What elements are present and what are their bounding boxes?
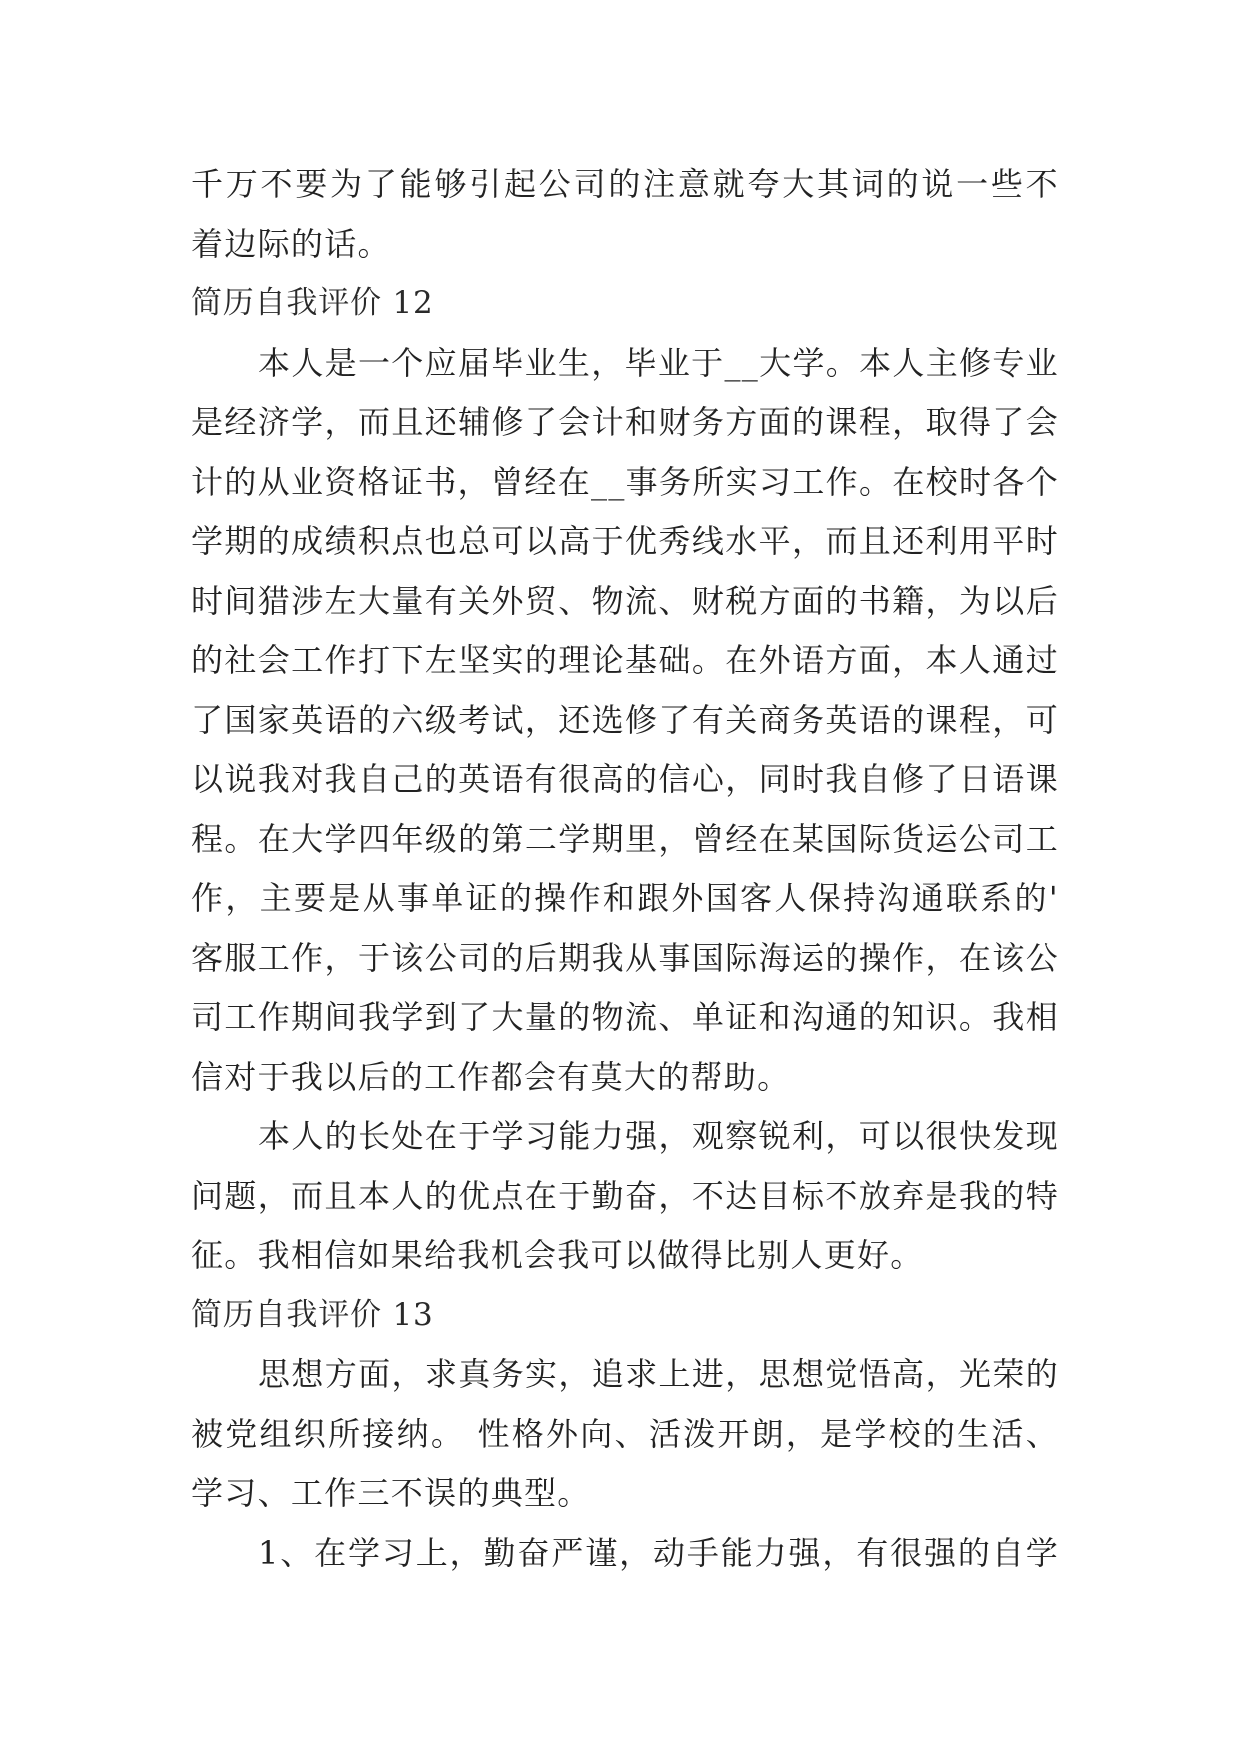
text-line: 是经济学，而且还辅修了会计和财务方面的课程，取得了会 [191,403,1059,441]
text-line: 本人是一个应届毕业生，毕业于__大学。本人主修专业 [258,343,1059,382]
text-line: 着边际的话。 [191,224,391,263]
text-line: 计的从业资格证书，曾经在__事务所实习工作。在校时各个 [191,462,1059,501]
text-line: 问题，而且本人的优点在于勤奋，不达目标不放弃是我的特 [191,1176,1059,1215]
paragraph [191,1345,1059,1524]
text-line: 学期的成绩积点也总可以高于优秀线水平，而且还利用平时 [191,522,1059,560]
section-heading: 简历自我评价 13 [191,1296,434,1333]
paragraph [191,1107,1059,1286]
text-line: 作，主要是从事单证的操作和跟外国客人保持沟通联系的' [191,879,1059,917]
text-line: 时间猎涉左大量有关外贸、物流、财税方面的书籍，为以后 [191,581,1059,620]
paragraph [191,155,1059,274]
text-line: 以说我对我自己的英语有很高的信心，同时我自修了日语课 [191,760,1059,798]
text-line: 思想方面，求真务实，追求上进，思想觉悟高，光荣的 [258,1355,1059,1393]
text-line: 征。我相信如果给我机会我可以做得比别人更好。 [191,1236,924,1274]
text-line: 本人的长处在于学习能力强，观察锐利，可以很快发现 [258,1117,1059,1155]
paragraph [191,1524,1059,1584]
document-body [191,155,1059,1583]
text-line: 信对于我以后的工作都会有莫大的帮助。 [191,1057,791,1096]
text-line: 了国家英语的六级考试，还选修了有关商务英语的课程，可 [191,700,1059,739]
text-line: 司工作期间我学到了大量的物流、单证和沟通的知识。我相 [191,998,1059,1036]
text-line: 的社会工作打下左坚实的理论基础。在外语方面，本人通过 [191,641,1059,679]
section-heading: 简历自我评价 12 [191,285,434,321]
text-line: 学习、工作三不误的典型。 [191,1474,591,1512]
text-line: 程。在大学四年级的第二学期里，曾经在某国际货运公司工 [191,819,1059,858]
text-line: 千万不要为了能够引起公司的注意就夸大其词的说一些不 [191,165,1059,203]
text-line: 1、在学习上，勤奋严谨，动手能力强，有很强的自学 [258,1533,1059,1572]
paragraph [191,334,1059,1108]
text-line: 客服工作，于该公司的后期我从事国际海运的操作，在该公 [191,938,1059,977]
text-line: 被党组织所接纳。 性格外向、活泼开朗，是学校的生活、 [191,1414,1059,1453]
